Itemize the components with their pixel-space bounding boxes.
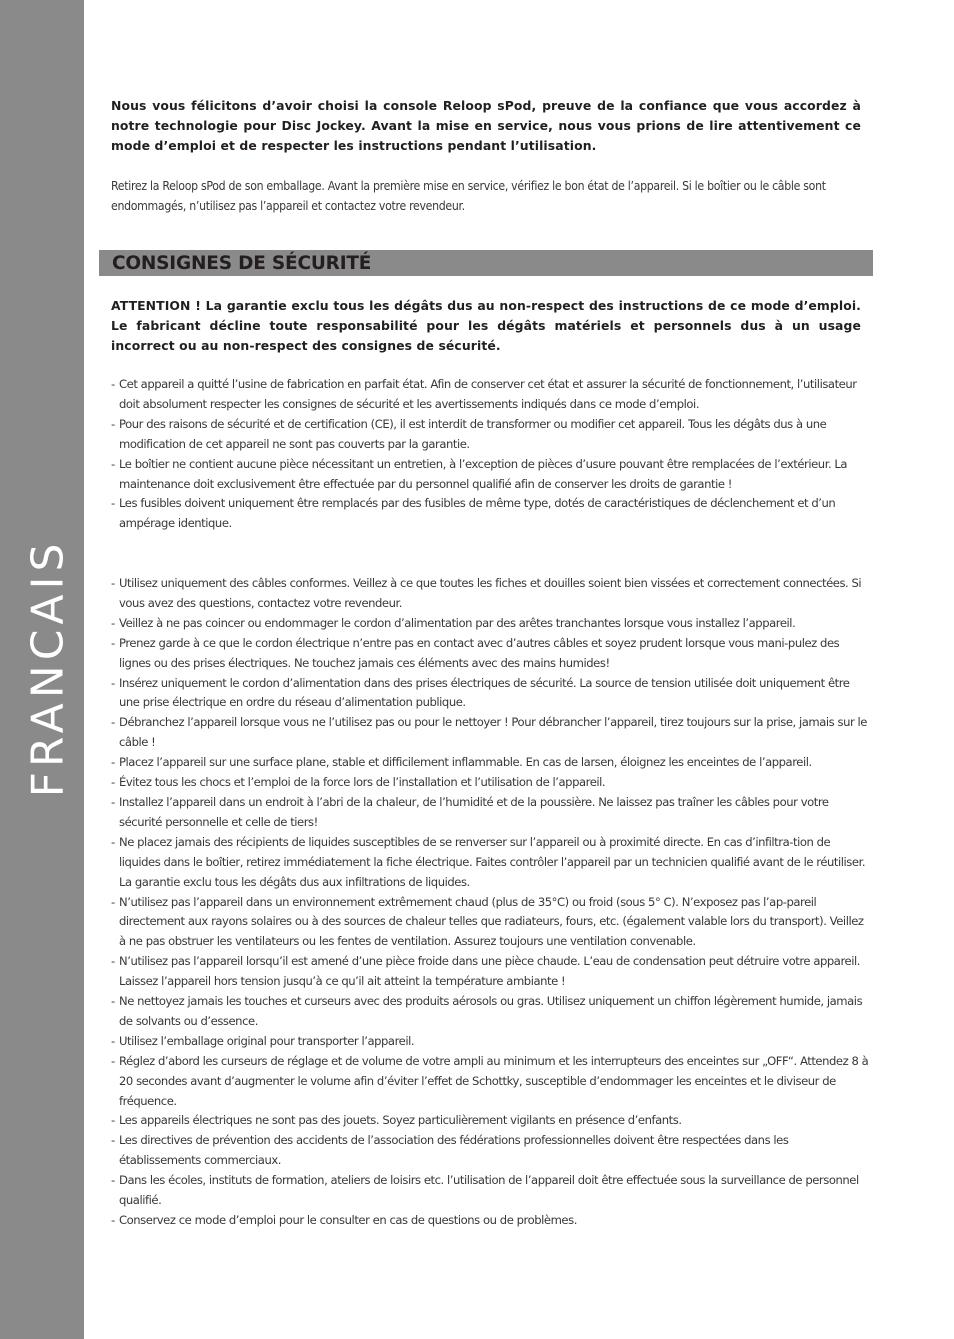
list-item: - Débranchez l’appareil lorsque vous ne l’utilisez pas ou pour le nettoyer ! Pour débrancher l’appareil, tirez toujours sur la prise, jamais sur le câble !	[111, 713, 871, 753]
unpack-paragraph: Retirez la Reloop sPod de son emballage. Avant la première mise en service, vérifiez le bon état de l’appareil. Si le boîtier ou le câble sont endommagés, n’utilisez pas l’appareil et contactez votre revendeur.	[111, 179, 826, 213]
list-item: - N’utilisez pas l’appareil dans un environnement extrêmement chaud (plus de 35°C) ou froid (sous 5° C). N’exposez pas l’ap-pareil directement aux rayons solaires ou à des sources de chaleur telles que radiateurs, fours, etc. (également valable lors du transport). Veillez à ne pas obstruer les ventilateurs ou les fentes de ventilation. Assurez toujours une ventilation convenable.	[111, 893, 871, 953]
list-item: - Le boîtier ne contient aucune pièce nécessitant un entretien, à l’exception de pièces d’usure pouvant être remplacées de l’extérieur. La maintenance doit exclusivement être effectuée par du personnel qualifié afin de conserver les droits de garantie !	[111, 455, 871, 495]
list-item: - Ne nettoyez jamais les touches et curseurs avec des produits aérosols ou gras. Utilisez uniquement un chiffon légèrement humide, jamais de solvants ou d’essence.	[111, 992, 871, 1032]
section-title: CONSIGNES DE SÉCURITÉ	[112, 253, 372, 274]
language-label: FRANCAIS	[22, 538, 74, 798]
list-item: - Prenez garde à ce que le cordon électrique n’entre pas en contact avec d’autres câbles et soyez prudent lorsque vous mani-pulez des lignes ou des prises électriques. Ne touchez jamais ces éléments avec des mains humides!	[111, 634, 871, 674]
list-item: - Cet appareil a quitté l’usine de fabrication en parfait état. Afin de conserver cet état et assurer la sécurité de fonctionnement, l’utilisateur doit absolument respecter les consignes de sécurité et les avertissements indiqués dans ce mode d’emploi.	[111, 375, 871, 415]
section-header	[99, 250, 873, 276]
list-item: - Les directives de prévention des accidents de l’association des fédérations professionnelles doivent être respectées dans les établissements commerciaux.	[111, 1131, 871, 1171]
list-item: - Évitez tous les chocs et l’emploi de la force lors de l’installation et l’utilisation de l’appareil.	[111, 773, 871, 793]
list-item: - N’utilisez pas l’appareil lorsqu’il est amené d’une pièce froide dans une pièce chaude. L’eau de condensation peut détruire votre appareil. Laissez l’appareil hors tension jusqu’à ce qu’il ait atteint la température ambiante !	[111, 952, 871, 992]
intro-block	[111, 96, 861, 216]
list-item: - Installez l’appareil dans un endroit à l’abri de la chaleur, de l’humidité et de la poussière. Ne laissez pas traîner les câbles pour votre sécurité personnelle et celle de tiers!	[111, 793, 871, 833]
list-item: - Utilisez uniquement des câbles conformes. Veillez à ce que toutes les fiches et douilles soient bien vissées et correctement connectées. Si vous avez des questions, contactez votre revendeur.	[111, 574, 871, 614]
list-item: - Réglez d’abord les curseurs de réglage et de volume de votre ampli au minimum et les interrupteurs des enceintes sur „OFF“. Attendez 8 à 20 secondes avant d’augmenter le volume afin d’éviter l’effet de Schottky, susceptible d’endommager les enceintes et le diviseur de fréquence.	[111, 1052, 871, 1112]
safety-list-secondary	[111, 574, 871, 1231]
intro-paragraph: Nous vous félicitons d’avoir choisi la console Reloop sPod, preuve de la confiance que vous accordez à notre technologie pour Disc Jockey. Avant la mise en service, nous vous prions de lire attentivement ce mode d’emploi et de respecter les instructions pendant l’utilisation.	[111, 98, 861, 153]
list-item: - Les appareils électriques ne sont pas des jouets. Soyez particulièrement vigilants en présence d’enfants.	[111, 1111, 871, 1131]
safety-list-primary	[111, 375, 871, 534]
list-item: - Utilisez l’emballage original pour transporter l’appareil.	[111, 1032, 871, 1052]
list-item: - Conservez ce mode d’emploi pour le consulter en cas de questions ou de problèmes.	[111, 1211, 871, 1231]
language-side-band	[0, 0, 84, 1339]
list-item: - Les fusibles doivent uniquement être remplacés par des fusibles de même type, dotés de caractéristiques de déclenchement et d’un ampérage identique.	[111, 494, 871, 534]
list-item: - Placez l’appareil sur une surface plane, stable et difficilement inflammable. En cas de larsen, éloignez les enceintes de l’appareil.	[111, 753, 871, 773]
list-item: - Ne placez jamais des récipients de liquides susceptibles de se renverser sur l’appareil ou à proximité directe. En cas d’infiltra-tion de liquides dans le boîtier, retirez immédiatement la fiche électrique. Faites contrôler l’appareil par un technicien qualifié avant de le réutiliser. La garantie exclu tous les dégâts dus aux infiltrations de liquides.	[111, 833, 871, 893]
list-item: - Insérez uniquement le cordon d’alimentation dans des prises électriques de sécurité. La source de tension utilisée doit uniquement être une prise électrique en ordre du réseau d’alimentation publique.	[111, 674, 871, 714]
list-item: - Dans les écoles, instituts de formation, ateliers de loisirs etc. l’utilisation de l’appareil doit être effectuée sous la surveillance de personnel qualifié.	[111, 1171, 871, 1211]
list-item: - Veillez à ne pas coincer ou endommager le cordon d’alimentation par des arêtes tranchantes lorsque vous installez l’appareil.	[111, 614, 871, 634]
list-item: - Pour des raisons de sécurité et de certification (CE), il est interdit de transformer ou modifier cet appareil. Tous les dégâts dus à une modification de cet appareil ne sont pas couverts par la garantie.	[111, 415, 871, 455]
warning-paragraph: ATTENTION ! La garantie exclu tous les dégâts dus au non-respect des instructions de ce mode d’emploi. Le fabricant décline toute responsabilité pour les dégâts matériels et personnels dus à un usage incorrect ou au non-respect des consignes de sécurité.	[111, 298, 861, 353]
